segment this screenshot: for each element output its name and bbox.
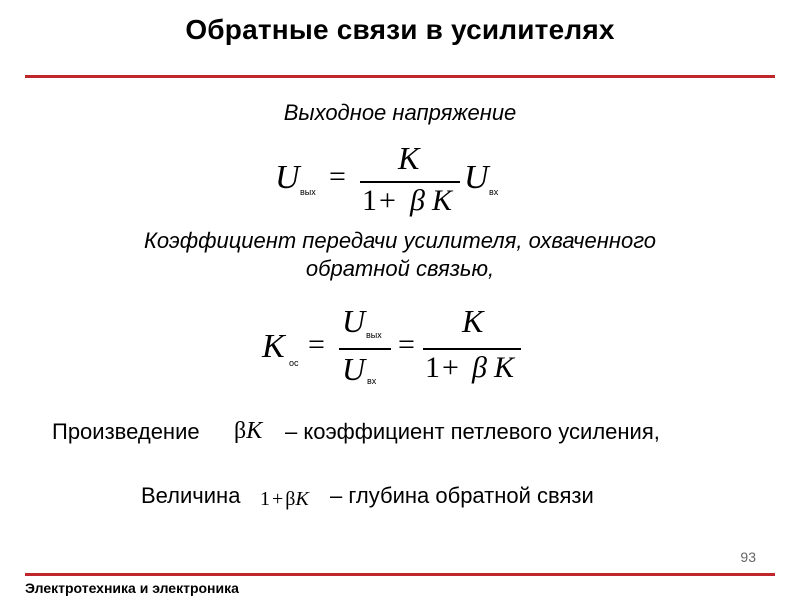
formula1-den-beta: β [410,184,425,217]
depth-one: 1 [260,488,270,510]
heading-gain-line1: Коэффициент передачи усилителя, охваченного [143,228,657,253]
formula1-den-one: 1 [362,184,377,217]
formula2-den1-sub: вх [367,376,377,386]
formula2-den-k: K [494,351,515,384]
formula1-den-plus: + [379,184,396,217]
depth-beta: β [285,488,296,510]
slide-title: Обратные связи в усилителях [185,14,615,45]
product-prefix: Произведение [52,419,200,444]
formula2-den-plus: + [442,351,459,384]
depth-k: K [295,488,309,510]
formula2-den-one: 1 [425,351,440,384]
formula1-den-k: K [432,184,453,217]
product-symbol [234,418,262,445]
formula2-eq2: = [398,328,415,361]
formula2-lhs-sub: ос [289,358,299,368]
page-number: 93 [740,549,756,565]
formula1-lhs-sub: вых [300,187,316,197]
formula2-num1-sub: вых [366,330,382,340]
formula1-rhs: U [464,159,489,196]
product-suffix: – коэффициент петлевого усиления, [285,419,660,444]
depth-prefix: Величина [141,483,241,508]
formula2-lhs: K [262,328,285,365]
formula1-eq: = [329,160,346,193]
formula2-eq1: = [308,328,325,361]
depth-plus: + [272,488,284,510]
product-k: K [246,418,263,444]
heading-output-voltage: Выходное напряжение [283,100,517,125]
formula1-num: K [398,140,420,176]
formula2-num1: U [342,303,366,339]
depth-symbol [260,488,309,511]
formula2-fraction-bar-1 [339,348,391,350]
formula2-num2: K [462,303,484,339]
footer-divider [25,573,775,576]
heading-gain-line2: обратной связью, [305,256,495,281]
depth-suffix: – глубина обратной связи [330,483,594,508]
formula2-fraction-bar-2 [423,348,521,350]
formula2-den1: U [342,351,366,387]
footer-text: Электротехника и электроника [25,580,239,596]
product-beta: β [234,418,247,444]
formula1-rhs-sub: вх [489,187,499,197]
formula2-den-beta: β [472,351,487,384]
formula1-lhs: U [275,159,300,196]
